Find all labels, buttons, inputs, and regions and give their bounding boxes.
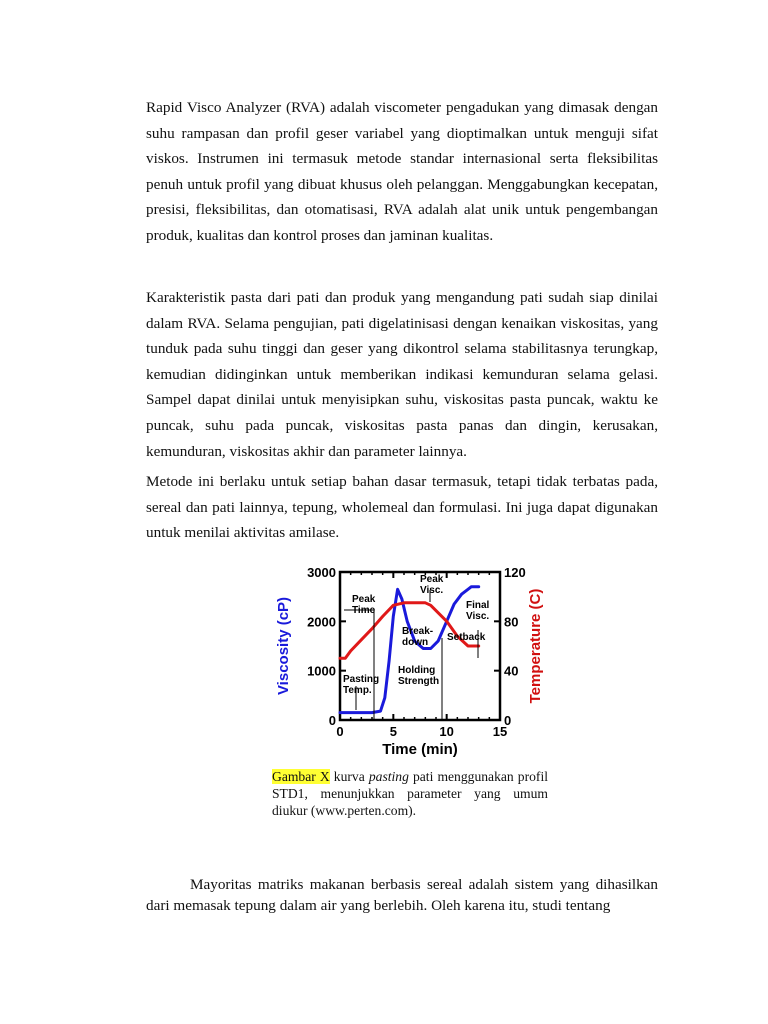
x-tick-label: 10 xyxy=(439,724,454,739)
annotation-final-visc-line: Final xyxy=(466,600,490,611)
annotation-holding-strength-line: Holding xyxy=(398,665,436,676)
annotation-peak-visc xyxy=(420,574,444,596)
y-axis-title-viscosity: Viscosity (cP) xyxy=(275,596,292,696)
annotation-peak-visc-line: Visc. xyxy=(420,585,444,596)
paragraph-pasting-characteristics: Karakteristik pasta dari pati dan produk yang mengandung pati sudah siap dinilai dalam RVA. Selama pengujian, pati digelatinisasi dengan kenaikan viskositas, yang tunduk pada suhu tinggi dan geser yang dikontrol selama stabilitasnya terungkap, kemudian didinginkan untuk memberikan indikasi kemunduran selama gelasi. Sampel dapat dinilai untuk menyisipkan suhu, viskositas pasta puncak, waktu ke puncak, suhu pada puncak, viskositas pasta panas dan dingin, kerusakan, kemunduran, viskositas akhir dan parameter lainnya. xyxy=(146,289,658,460)
annotation-setback-line: Setback xyxy=(447,632,486,643)
annotation-breakdown xyxy=(402,626,433,648)
x-tick-label: 15 xyxy=(492,724,508,739)
paragraph-method-scope: Metode ini berlaku untuk setiap bahan dasar termasuk, tetapi tidak terbatas pada, sereal dan pati lainnya, tepung, wholemeal dan formulasi. Ini juga dapat digunakan untuk menilai aktivitas amilase. xyxy=(146,473,658,542)
annotation-peak-time-line: Peak xyxy=(352,594,376,605)
annotation-breakdown-line: Break- xyxy=(402,626,434,637)
paragraph-cereal-matrices: Mayoritas matriks makanan berbasis sereal adalah sistem yang dihasilkan dari memasak tepung dalam air yang berlebih. Oleh karena itu, studi tentang xyxy=(146,876,658,914)
x-axis-title: Time (min) xyxy=(382,741,458,758)
caption-text-2: pati menggunakan profil STD1, menunjukkan parameter yang umum diukur (www.perten.com). xyxy=(272,769,548,818)
rva-pasting-chart xyxy=(270,560,560,765)
annotation-peak-visc-line: Peak xyxy=(420,574,444,585)
y2-tick-label: 120 xyxy=(504,565,526,580)
annotation-final-visc xyxy=(466,600,490,622)
y2-tick-label: 40 xyxy=(504,663,519,679)
annotation-pasting-temp-line: Temp. xyxy=(343,685,372,696)
x-tick-label: 5 xyxy=(389,724,397,739)
x-tick-label: 0 xyxy=(336,724,344,739)
annotation-breakdown-line: down xyxy=(402,637,429,648)
y-axis-title-temperature: Temperature (C) xyxy=(527,588,544,704)
y-tick-label: 0 xyxy=(328,713,336,728)
annotation-setback xyxy=(447,632,486,643)
y2-tick-label: 0 xyxy=(504,713,512,728)
y-tick-label: 1000 xyxy=(307,663,336,679)
caption-text-1: kurva xyxy=(329,769,369,784)
y-tick-label: 3000 xyxy=(307,565,336,580)
caption-label: Gambar X xyxy=(272,769,330,784)
y2-tick-label: 80 xyxy=(504,614,519,630)
annotation-holding-strength xyxy=(398,665,439,687)
caption-italic: pasting xyxy=(368,769,409,784)
annotation-pasting-temp-line: Pasting xyxy=(343,674,380,685)
annotation-peak-time-line: Time xyxy=(352,605,376,616)
paragraph-rva-intro: Rapid Visco Analyzer (RVA) adalah viscometer pengadukan yang dimasak dengan suhu rampasan dan profil geser variabel yang dioptimalkan untuk menguji sifat viskos. Instrumen ini termasuk metode standar internasional serta fleksibilitas penuh untuk profil yang dibuat khusus oleh pelanggan. Menggabungkan kecepatan, presisi, fleksibilitas, dan otomatisasi, RVA adalah alat unik untuk pengembangan produk, kualitas dan kontrol proses dan jaminan kualitas. xyxy=(146,99,658,244)
rva-pasting-curve-figure xyxy=(270,560,560,765)
annotation-peak-time xyxy=(352,594,376,616)
annotation-holding-strength-line: Strength xyxy=(398,676,440,687)
y-tick-label: 2000 xyxy=(307,614,336,630)
figure-caption xyxy=(272,768,548,819)
annotation-final-visc-line: Visc. xyxy=(466,611,490,622)
